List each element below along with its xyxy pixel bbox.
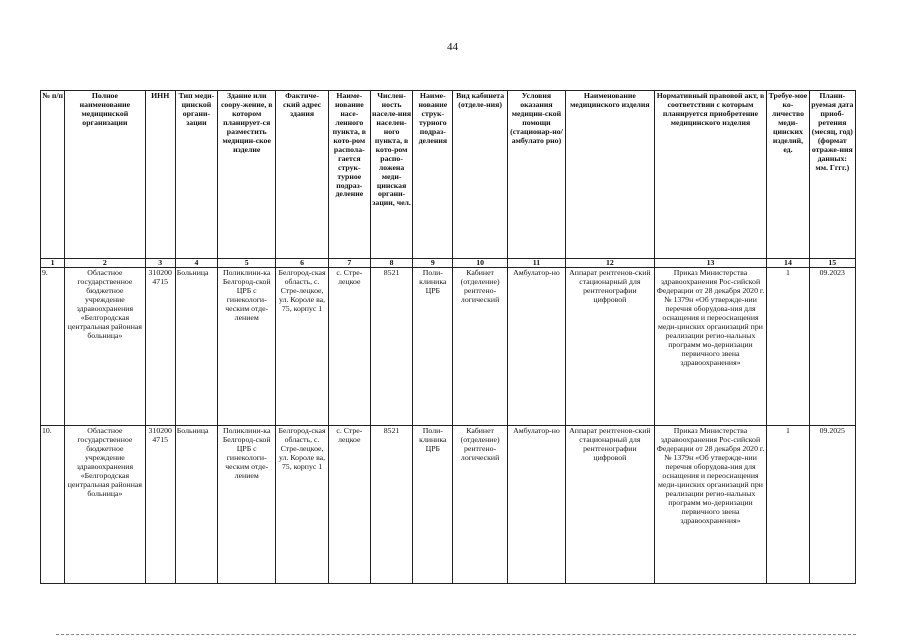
row-number: 9. <box>41 268 65 426</box>
care-conditions: Амбулатор-но <box>507 426 565 584</box>
device-name: Аппарат рентгенов-ский стационарный для рентгенографии цифровой <box>566 268 655 426</box>
header-cell-13: Нормативный правовой акт, в соответствии с которым планируется приобретение медицинского изделия <box>654 91 767 259</box>
column-number: 15 <box>809 259 855 268</box>
structural-unit: Поли-клиника ЦРБ <box>413 268 453 426</box>
organization-type: Больница <box>175 268 217 426</box>
column-number: 6 <box>276 259 328 268</box>
header-cell-12: Наименование медицинского изделия <box>566 91 655 259</box>
header-cell-1: № п/п <box>41 91 65 259</box>
cabinet-type: Кабинет (отделение) рентгено-логический <box>453 426 507 584</box>
actual-address: Белгород-ская область, с. Стре-лецкое, ул. Короле ва, 75, корпус 1 <box>276 426 328 584</box>
organization-type: Больница <box>175 426 217 584</box>
page-number: 44 <box>447 41 458 53</box>
column-number: 12 <box>566 259 655 268</box>
legal-act: Приказ Министерства здравоохранения Рос-сийской Федерации от 28 декабря 2020 г. № 1379н «Об утвержде-нии перечня оборудова-ния для оснащения и переоснащения меди-цинских организаций при реализации регио-нальных программ мо-дернизации первичного звена здравоохранения» <box>654 426 767 584</box>
header-cell-3: ИНН <box>145 91 175 259</box>
page-bottom-divider <box>56 634 856 635</box>
legal-act: Приказ Министерства здравоохранения Рос-сийской Федерации от 28 декабря 2020 г. № 1379н «Об утвержде-нии перечня оборудова-ния для оснащения и переоснащения меди-цинских организаций при реализации регио-нальных программ мо-дернизации первичного звена здравоохранения» <box>654 268 767 426</box>
column-number: 13 <box>654 259 767 268</box>
table-row <box>41 268 856 426</box>
structural-unit: Поли-клиника ЦРБ <box>413 426 453 584</box>
organization-name: Областное государственное бюджетное учреждение здравоохранения «Белгородская центральная районная больница» <box>65 426 145 584</box>
header-cell-4: Тип меди-цинской органи-зации <box>175 91 217 259</box>
device-quantity: 1 <box>767 426 809 584</box>
table-row <box>41 426 856 584</box>
header-cell-5: Здание или соору-жение, в котором планирует-ся разместить медицин-ское изделие <box>218 91 276 259</box>
column-number: 8 <box>370 259 412 268</box>
column-number-row <box>41 259 856 268</box>
header-cell-11: Условия оказания медицин-ской помощи (стационар-но/амбулато рно) <box>507 91 565 259</box>
settlement-name: с. Стре-лецкое <box>328 426 370 584</box>
header-cell-6: Фактиче-ский адрес здания <box>276 91 328 259</box>
care-conditions: Амбулатор-но <box>507 268 565 426</box>
column-number: 2 <box>65 259 145 268</box>
inn: 3102004715 <box>145 268 175 426</box>
header-cell-10: Вид кабинета (отделе-ния) <box>453 91 507 259</box>
column-number: 4 <box>175 259 217 268</box>
header-cell-8: Числен-ность населе-ния населен-ного пункта, в кото-ром распо-ложена меди-цинская органи-зации, чел. <box>370 91 412 259</box>
column-number: 1 <box>41 259 65 268</box>
header-cell-14: Требуе-мое ко-личество меди-цинских изделий, ед. <box>767 91 809 259</box>
building: Поликлини-ка Белгород-ской ЦРБ с гинекологи-ческим отде-лением <box>218 268 276 426</box>
planned-date: 09.2023 <box>809 268 855 426</box>
actual-address: Белгород-ская область, с. Стре-лецкое, ул. Короле ва, 75, корпус 1 <box>276 268 328 426</box>
column-number: 3 <box>145 259 175 268</box>
equipment-table <box>40 90 856 584</box>
settlement-name: с. Стре-лецкое <box>328 268 370 426</box>
device-quantity: 1 <box>767 268 809 426</box>
column-number: 10 <box>453 259 507 268</box>
column-number: 9 <box>413 259 453 268</box>
planned-date: 09.2025 <box>809 426 855 584</box>
organization-name: Областное государственное бюджетное учреждение здравоохранения «Белгородская центральная районная больница» <box>65 268 145 426</box>
column-number: 7 <box>328 259 370 268</box>
inn: 3102004715 <box>145 426 175 584</box>
column-number: 5 <box>218 259 276 268</box>
device-name: Аппарат рентгенов-ский стационарный для рентгенографии цифровой <box>566 426 655 584</box>
column-number: 11 <box>507 259 565 268</box>
building: Поликлини-ка Белгород-ской ЦРБ с гинекологи-ческим отде-лением <box>218 426 276 584</box>
population: 8521 <box>370 268 412 426</box>
header-cell-9: Наиме-нование струк-турного подраз-деления <box>413 91 453 259</box>
header-cell-15: Плани-руемая дата приоб-ретения (месяц, год) (формат отраже-ния данных: мм. Гггг.) <box>809 91 855 259</box>
column-number: 14 <box>767 259 809 268</box>
header-cell-7: Наиме-нование насе-ленного пункта, в кото-ром распола-гается струк-турное подраз-деление <box>328 91 370 259</box>
row-number: 10. <box>41 426 65 584</box>
population: 8521 <box>370 426 412 584</box>
cabinet-type: Кабинет (отделение) рентгено-логический <box>453 268 507 426</box>
header-cell-2: Полное наименование медицинской организации <box>65 91 145 259</box>
header-row <box>41 91 856 259</box>
